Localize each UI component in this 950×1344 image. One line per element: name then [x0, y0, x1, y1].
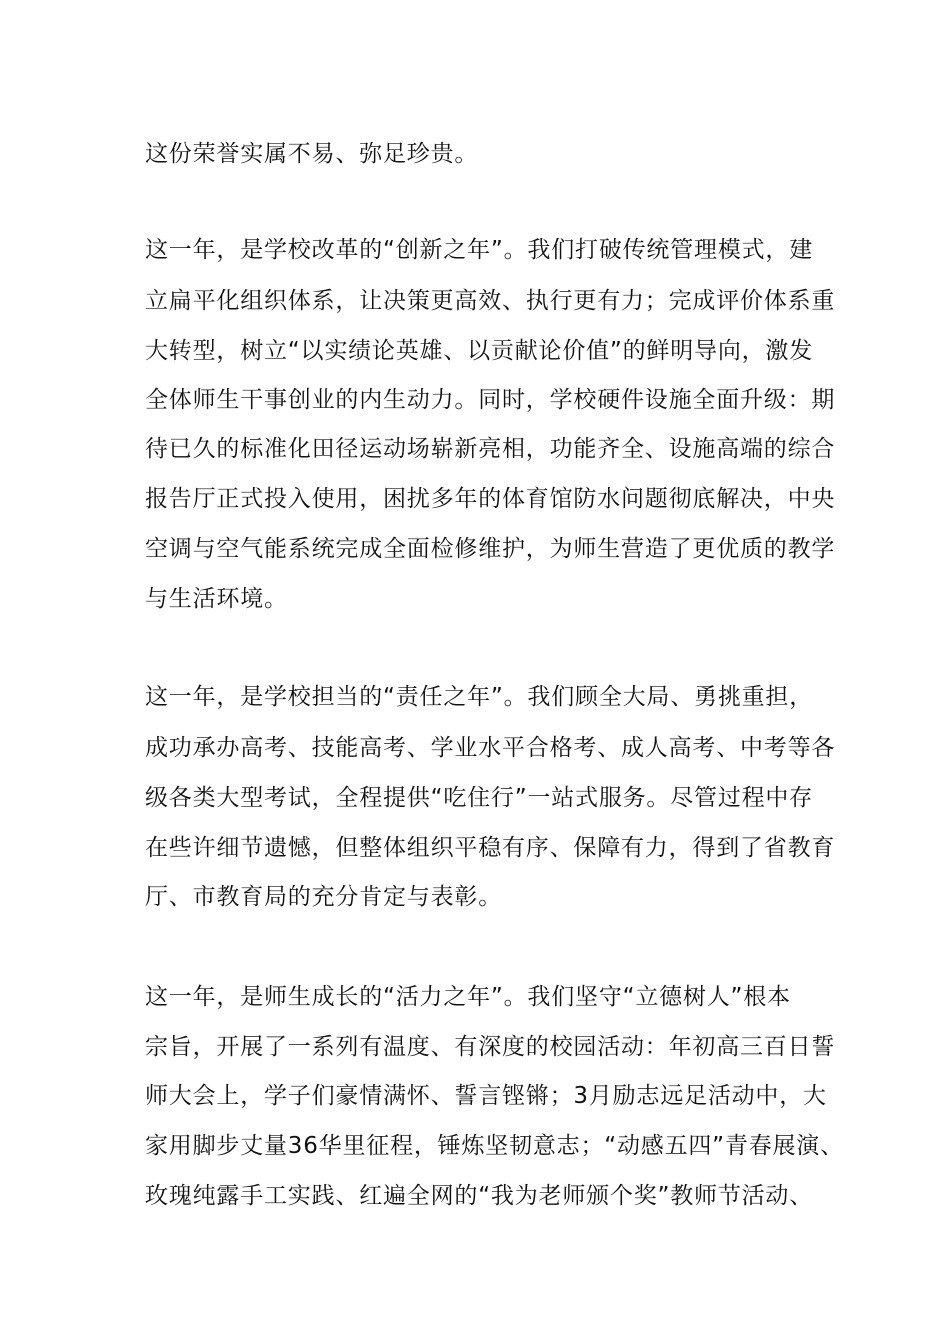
paragraph-2-line-5: 待已久的标准化田径运动场崭新亮相，功能齐全、设施高端的综合 — [145, 436, 836, 462]
paragraph-4-line-4: 家用脚步丈量36华里征程，锤炼坚韧意志；“动感五四”青春展演、 — [145, 1133, 844, 1159]
paragraph-3-line-2: 成功承办高考、技能高考、学业水平合格考、成人高考、中考等各 — [145, 735, 836, 761]
paragraph-2-line-8: 与生活环境。 — [145, 586, 288, 612]
paragraph-2-line-7: 空调与空气能系统完成全面检修维护，为师生营造了更优质的教学 — [145, 536, 836, 562]
paragraph-3-line-4: 在些许细节遗憾，但整体组织平稳有序、保障有力，得到了省教育 — [145, 835, 836, 861]
paragraph-4-line-3: 师大会上，学子们豪情满怀、誓言铿锵；3月励志远足活动中，大 — [145, 1083, 827, 1109]
paragraph-2-line-4: 全体师生干事创业的内生动力。同时，学校硬件设施全面升级：期 — [145, 387, 836, 413]
paragraph-3-line-3: 级各类大型考试，全程提供“吃住行”一站式服务。尽管过程中存 — [145, 785, 814, 811]
paragraph-1-line-1: 这份荣誉实属不易、弥足珍贵。 — [145, 141, 479, 167]
paragraph-2-line-2: 立扁平化组织体系，让决策更高效、执行更有力；完成评价体系重 — [145, 288, 836, 314]
paragraph-3-line-1: 这一年，是学校担当的“责任之年”。我们顾全大局、勇挑重担， — [145, 684, 814, 710]
paragraph-4-line-2: 宗旨，开展了一系列有温度、有深度的校园活动：年初高三百日誓 — [145, 1034, 836, 1060]
paragraph-4-line-1: 这一年，是师生成长的“活力之年”。我们坚守“立德树人”根本 — [145, 984, 791, 1010]
paragraph-3-line-5: 厅、市教育局的充分肯定与表彰。 — [145, 884, 502, 910]
paragraph-2-line-1: 这一年，是学校改革的“创新之年”。我们打破传统管理模式，建 — [145, 237, 814, 263]
paragraph-4-line-5: 玫瑰纯露手工实践、红遍全网的“我为老师颁个奖”教师节活动、 — [145, 1183, 814, 1209]
paragraph-2-line-3: 大转型，树立“以实绩论英雄、以贡献论价值”的鲜明导向，激发 — [145, 338, 814, 364]
paragraph-2-line-6: 报告厅正式投入使用，困扰多年的体育馆防水问题彻底解决，中央 — [145, 486, 836, 512]
